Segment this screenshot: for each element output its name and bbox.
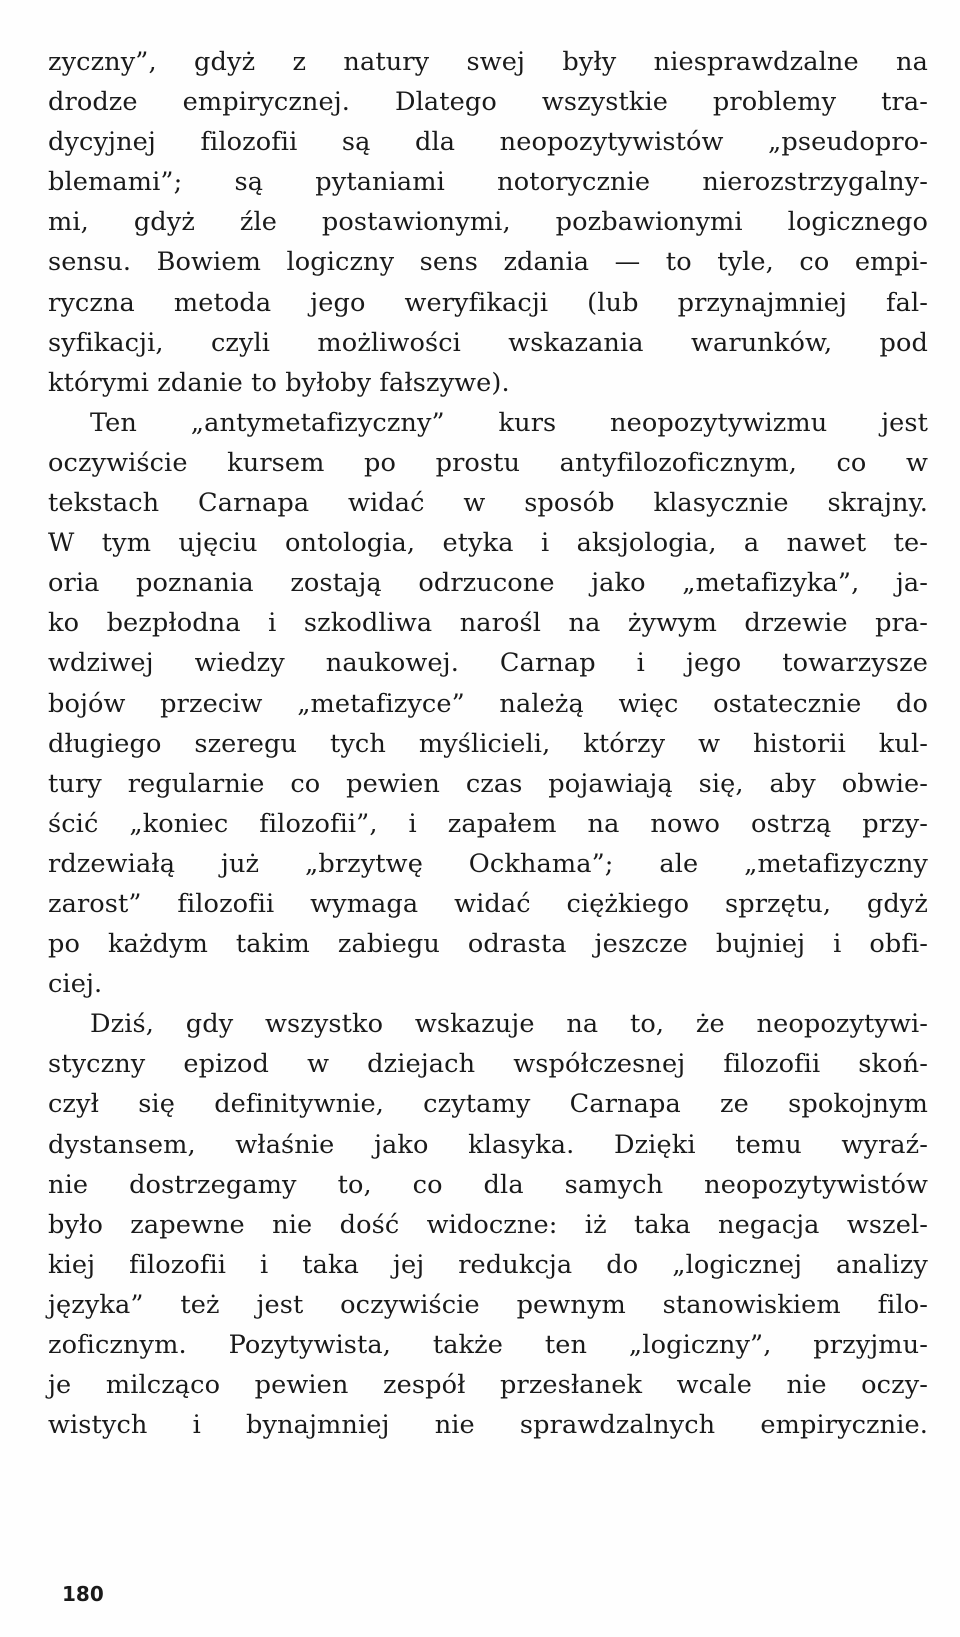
text-line: dycyjnej filozofii są dla neopozytywistów „pseudopro- xyxy=(48,127,928,158)
text-line: je milcząco pewien zespół przesłanek wcale nie oczy- xyxy=(48,1370,928,1401)
text-line: Dziś, gdy wszystko wskazuje na to, że neopozytywi- xyxy=(90,1009,928,1040)
text-line: zoficznym. Pozytywista, także ten „logiczny”, przyjmu- xyxy=(48,1330,928,1360)
text-line: sensu. Bowiem logiczny sens zdania — to tyle, co empi- xyxy=(48,247,928,278)
text-line: dystansem, właśnie jako klasyka. Dzięki temu wyraź- xyxy=(48,1129,928,1160)
text-line: ścić „koniec filozofii”, i zapałem na nowo ostrzą przy- xyxy=(48,808,928,839)
text-line: zarost” filozofii wymaga widać ciężkiego sprzętu, gdyż xyxy=(48,888,928,919)
text-line: było zapewne nie dość widoczne: iż taka negacja wszel- xyxy=(48,1209,928,1240)
text-line: Ten „antymetafizyczny” kurs neopozytywizmu jest xyxy=(90,407,928,438)
text-line: syfikacji, czyli możliwości wskazania warunków, pod xyxy=(48,327,928,358)
text-line: tury regularnie co pewien czas pojawiają się, aby obwie- xyxy=(48,768,928,799)
text-line: kiej filozofii i taka jej redukcja do „logicznej analizy xyxy=(48,1249,928,1280)
text-line: blemami”; są pytaniami notorycznie nierozstrzygalny- xyxy=(48,167,928,198)
text-line: mi, gdyż źle postawionymi, pozbawionymi logicznego xyxy=(48,207,928,238)
text-line: oczywiście kursem po prostu antyfilozoficznym, co w xyxy=(48,447,928,478)
text-line: styczny epizod w dziejach współczesnej filozofii skoń- xyxy=(48,1049,928,1080)
text-line: ko bezpłodna i szkodliwa narośl na żywym drzewie pra- xyxy=(48,608,928,639)
text-line: oria poznania zostają odrzucone jako „metafizyka”, ja- xyxy=(48,568,928,599)
text-line: W tym ujęciu ontologia, etyka i aksjologia, a nawet te- xyxy=(48,528,928,559)
text-line: wistych i bynajmniej nie sprawdzalnych empirycznie. xyxy=(48,1410,928,1441)
text-line: rdzewiałą już „brzytwę Ockhama”; ale „metafizyczny xyxy=(48,848,928,879)
page-number: 180 xyxy=(62,1582,104,1606)
text-line: czył się definitywnie, czytamy Carnapa ze spokojnym xyxy=(48,1089,928,1120)
text-line: którymi zdanie to byłoby fałszywe). xyxy=(48,367,510,398)
text-line: zyczny”, gdyż z natury swej były niesprawdzalne na xyxy=(48,47,928,77)
text-line: języka” też jest oczywiście pewnym stanowiskiem filo- xyxy=(48,1289,928,1320)
text-line: ciej. xyxy=(48,969,103,1000)
text-line: nie dostrzegamy to, co dla samych neopozytywistów xyxy=(48,1169,928,1200)
text-line: tekstach Carnapa widać w sposób klasycznie skrajny. xyxy=(48,488,928,519)
text-line: bojów przeciw „metafizyce” należą więc ostatecznie do xyxy=(48,688,928,719)
text-line: drodze empirycznej. Dlatego wszystkie problemy tra- xyxy=(48,87,928,118)
body-text xyxy=(48,42,928,1445)
text-line: długiego szeregu tych myślicieli, którzy w historii kul- xyxy=(48,728,928,759)
text-line: ryczna metoda jego weryfikacji (lub przynajmniej fal- xyxy=(48,287,928,318)
text-line: po każdym takim zabiegu odrasta jeszcze bujniej i obfi- xyxy=(48,929,928,960)
text-line: wdziwej wiedzy naukowej. Carnap i jego towarzysze xyxy=(48,648,928,679)
